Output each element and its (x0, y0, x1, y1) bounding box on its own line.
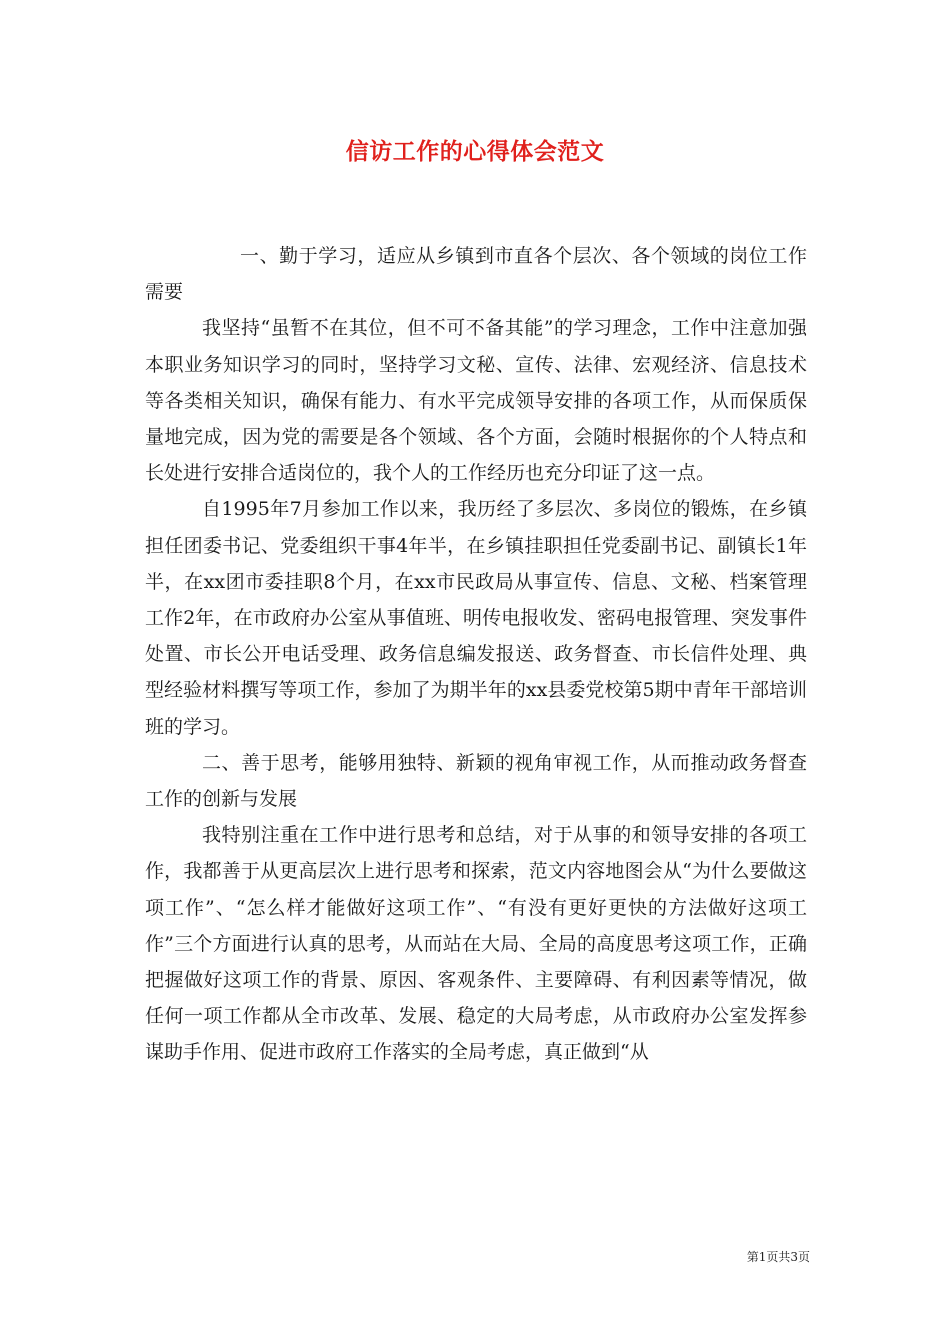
paragraph-work-history: 自1995年7月参加工作以来，我历经了多层次、多岗位的锻炼，在乡镇担任团委书记、党委组织干事4年半，在乡镇挂职担任党委副书记、副镇长1年半，在xx团市委挂职8个月，在xx市民政局从事宣传、信息、文秘、档案管理工作2年，在市政府办公室从事值班、明传电报收发、密码电报管理、突发事件处置、市长公开电话受理、政务信息编发报送、政务督查、市长信件处理、典型经验材料撰写等项工作，参加了为期半年的xx县委党校第5期中青年干部培训班的学习。 (145, 498, 807, 738)
paragraph-learning-philosophy: 我坚持“虽暂不在其位，但不可不备其能”的学习理念，工作中注意加强本职业务知识学习的同时，坚持学习文秘、宣传、法律、宏观经济、信息技术等各类相关知识，确保有能力、有水平完成领导安排的各项工作，从而保质保量地完成，因为党的需要是各个领域、各个方面，会随时根据你的个人特点和长处进行安排合适岗位的，我个人的工作经历也充分印证了这一点。 (145, 317, 807, 485)
section-heading-1: 一、勤于学习，适应从乡镇到市直各个层次、各个领域的岗位工作需要 (145, 245, 807, 304)
paragraph-thinking: 我特别注重在工作中进行思考和总结，对于从事的和领导安排的各项工作，我都善于从更高层次上进行思考和探索，范文内容地图会从“为什么要做这项工作”、“怎么样才能做好这项工作”、“有没有更好更快的方法做好这项工作”三个方面进行认真的思考，从而站在大局、全局的高度思考这项工作，正确把握做好这项工作的背景、原因、客观条件、主要障碍、有利因素等情况，做任何一项工作都从全市改革、发展、稳定的大局考虑，从市政府办公室发挥参谋助手作用、促进市政府工作落实的全局考虑，真正做到“从 (145, 824, 807, 1064)
document-body (145, 238, 807, 1071)
section-heading-2: 二、善于思考，能够用独特、新颖的视角审视工作，从而推动政务督查工作的创新与发展 (145, 751, 807, 811)
document-title: 信访工作的心得体会范文 (345, 138, 605, 165)
page-number: 第1页共3页 (746, 1250, 810, 1264)
